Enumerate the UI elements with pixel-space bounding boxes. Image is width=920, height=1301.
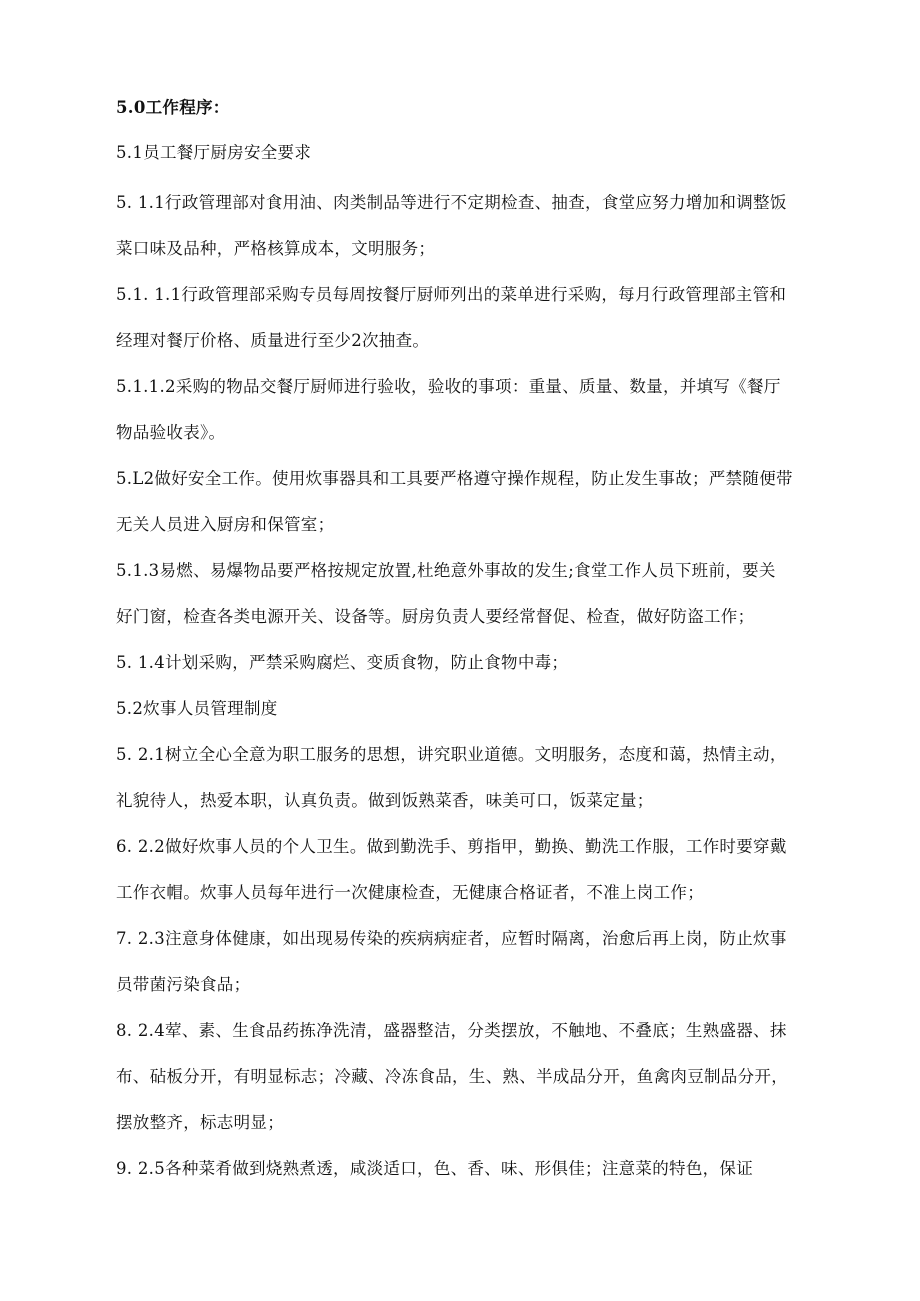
paragraph xyxy=(116,743,806,813)
text-line: 5.1.3易燃、易爆物品要严格按规定放置,杜绝意外事故的发生;食堂工作人员下班前，要关 xyxy=(116,561,776,580)
section-heading: 5.0工作程序： xyxy=(116,98,230,117)
text-line: 礼貌待人，热爱本职，认真负责。做到饭熟菜香，味美可口，饭菜定量； xyxy=(116,791,654,810)
paragraph xyxy=(116,651,806,675)
paragraph xyxy=(116,559,806,629)
text-line: 工作衣帽。炊事人员每年进行一次健康检查，无健康合格证者，不准上岗工作； xyxy=(116,883,704,902)
paragraph xyxy=(116,927,806,997)
text-line: 5. 1.1行政管理部对食用油、肉类制品等进行不定期检查、抽查，食堂应努力增加和调整饭 xyxy=(116,193,787,212)
text-line: 布、砧板分开，有明显标志；冷藏、冷冻食品，生、熟、半成品分开，鱼禽肉豆制品分开， xyxy=(116,1067,788,1086)
text-line: 摆放整齐，标志明显； xyxy=(116,1113,284,1132)
text-line: 5.1员工餐厅厨房安全要求 xyxy=(116,143,312,162)
paragraph xyxy=(116,1157,806,1181)
paragraph xyxy=(116,467,806,537)
text-line: 菜口味及品种，严格核算成本，文明服务； xyxy=(116,239,436,258)
text-line: 5. 1.4计划采购，严禁采购腐烂、变质食物，防止食物中毒； xyxy=(116,653,569,672)
document-page xyxy=(116,96,806,1181)
paragraph xyxy=(116,191,806,261)
text-line: 经理对餐厅价格、质量进行至少2次抽查。 xyxy=(116,331,430,350)
text-line: 员带菌污染食品； xyxy=(116,975,251,994)
text-line: 5.L2做好安全工作。使用炊事器具和工具要严格遵守操作规程，防止发生事故；严禁随便带 xyxy=(116,469,793,488)
document-body xyxy=(116,141,806,1181)
text-line: 8. 2.4荤、素、生食品药拣净洗清，盛器整洁，分类摆放，不触地、不叠底；生熟盛器、抹 xyxy=(116,1021,787,1040)
text-line: 5.1.1.2采购的物品交餐厅厨师进行验收，验收的事项：重量、质量、数量，并填写《餐厅 xyxy=(116,377,781,396)
paragraph xyxy=(116,697,806,721)
paragraph xyxy=(116,375,806,445)
paragraph xyxy=(116,1019,806,1135)
text-line: 好门窗，检查各类电源开关、设备等。厨房负责人要经常督促、检查，做好防盗工作； xyxy=(116,607,755,626)
text-line: 7. 2.3注意身体健康，如出现易传染的疾病病症者，应暂时隔离，治愈后再上岗，防止炊事 xyxy=(116,929,787,948)
text-line: 9. 2.5各种菜肴做到烧熟煮透，咸淡适口，色、香、味、形俱佳；注意菜的特色，保证 xyxy=(116,1159,754,1178)
paragraph xyxy=(116,141,806,165)
text-line: 5. 2.1树立全心全意为职工服务的思想，讲究职业道德。文明服务，态度和蔼，热情主动， xyxy=(116,745,787,764)
text-line: 6. 2.2做好炊事人员的个人卫生。做到勤洗手、剪指甲，勤换、勤洗工作服，工作时要穿戴 xyxy=(116,837,787,856)
paragraph xyxy=(116,283,806,353)
text-line: 无关人员进入厨房和保管室； xyxy=(116,515,335,534)
text-line: 5.2炊事人员管理制度 xyxy=(116,699,278,718)
paragraph xyxy=(116,835,806,905)
text-line: 物品验收表》。 xyxy=(116,423,226,442)
text-line: 5.1. 1.1行政管理部采购专员每周按餐厅厨师列出的菜单进行采购，每月行政管理部主管和 xyxy=(116,285,787,304)
